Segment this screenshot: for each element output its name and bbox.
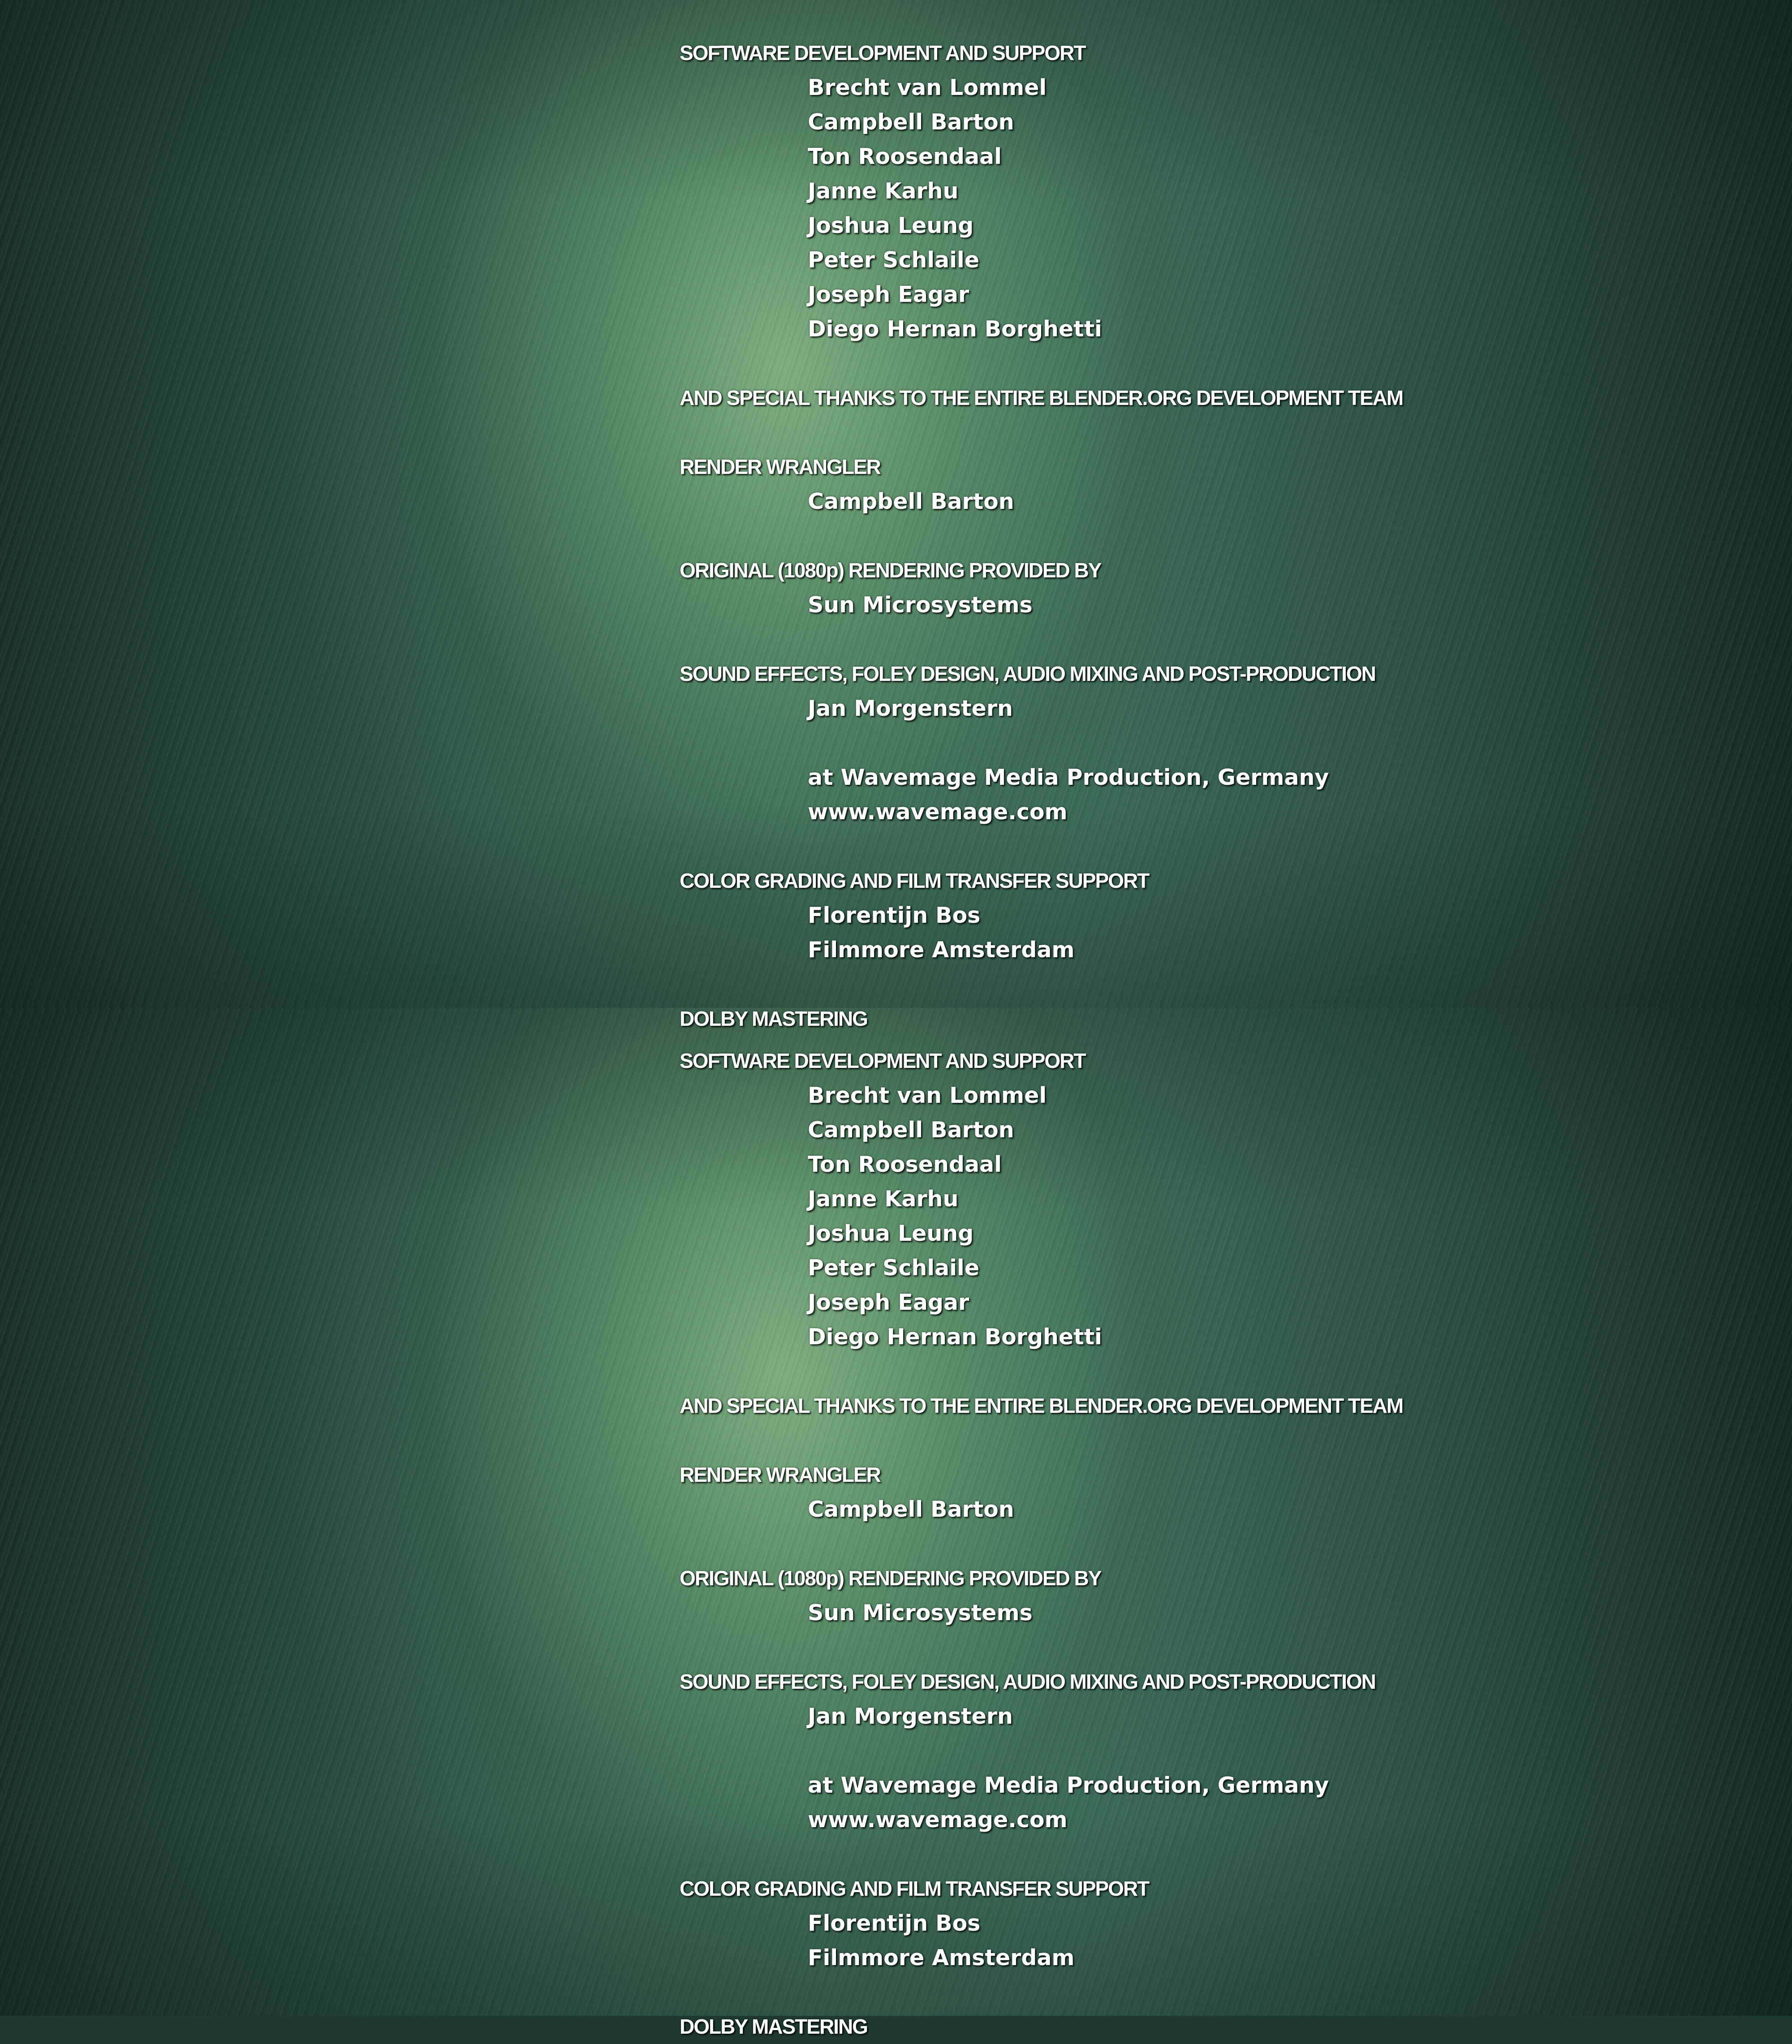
section-heading: RENDER WRANGLER (680, 1458, 1403, 1492)
section-heading: SOUND EFFECTS, FOLEY DESIGN, AUDIO MIXING AND POST-PRODUCTION (680, 657, 1403, 691)
credit-name: Campbell Barton (680, 105, 1403, 139)
section-heading: COLOR GRADING AND FILM TRANSFER SUPPORT (680, 1872, 1403, 1906)
credit-name: Filmmore Amsterdam (680, 933, 1403, 967)
credit-name: Campbell Barton (680, 484, 1403, 519)
credit-name: Diego Hernan Borghetti (680, 312, 1403, 346)
credit-name: Ton Roosendaal (680, 1147, 1403, 1182)
credit-name: Janne Karhu (680, 174, 1403, 208)
credit-name: Florentijn Bos (680, 1906, 1403, 1941)
credit-name: Joseph Eagar (680, 1285, 1403, 1320)
credit-name: Brecht van Lommel (680, 70, 1403, 105)
credit-name: www.wavemage.com (680, 795, 1403, 829)
credit-name: Florentijn Bos (680, 898, 1403, 933)
credit-name: Filmmore Amsterdam (680, 1941, 1403, 1975)
section-heading: RENDER WRANGLER (680, 450, 1403, 484)
section-heading: SOFTWARE DEVELOPMENT AND SUPPORT (680, 36, 1403, 70)
credit-name: Jan Morgenstern (680, 1699, 1403, 1734)
section-heading: ORIGINAL (1080p) RENDERING PROVIDED BY (680, 1561, 1403, 1596)
credit-name: Janne Karhu (680, 1182, 1403, 1216)
credit-name: Ton Roosendaal (680, 139, 1403, 174)
credit-name: at Wavemage Media Production, Germany (680, 760, 1403, 795)
credit-name: Brecht van Lommel (680, 1078, 1403, 1113)
section-heading: COLOR GRADING AND FILM TRANSFER SUPPORT (680, 864, 1403, 898)
section-heading: ORIGINAL (1080p) RENDERING PROVIDED BY (680, 553, 1403, 588)
cut-off-heading: DOLBY MASTERING (680, 2010, 1403, 2019)
credit-name: Jan Morgenstern (680, 691, 1403, 726)
credit-name: Peter Schlaile (680, 243, 1403, 277)
credit-name: Joshua Leung (680, 1216, 1403, 1251)
credit-name: Campbell Barton (680, 1492, 1403, 1527)
section-heading: SOUND EFFECTS, FOLEY DESIGN, AUDIO MIXING AND POST-PRODUCTION (680, 1665, 1403, 1699)
credit-name: Sun Microsystems (680, 1596, 1403, 1630)
credit-name: at Wavemage Media Production, Germany (680, 1768, 1403, 1803)
credit-name: www.wavemage.com (680, 1803, 1403, 1837)
credit-name: Peter Schlaile (680, 1251, 1403, 1285)
section-heading: AND SPECIAL THANKS TO THE ENTIRE BLENDER.ORG DEVELOPMENT TEAM (680, 1389, 1403, 1423)
credit-name: Campbell Barton (680, 1113, 1403, 1147)
section-heading: SOFTWARE DEVELOPMENT AND SUPPORT (680, 1044, 1403, 1078)
credit-name: Diego Hernan Borghetti (680, 1320, 1403, 1354)
credit-name: Joshua Leung (680, 208, 1403, 243)
credit-name: Joseph Eagar (680, 277, 1403, 312)
credit-name: Sun Microsystems (680, 588, 1403, 622)
section-heading: AND SPECIAL THANKS TO THE ENTIRE BLENDER.ORG DEVELOPMENT TEAM (680, 381, 1403, 415)
